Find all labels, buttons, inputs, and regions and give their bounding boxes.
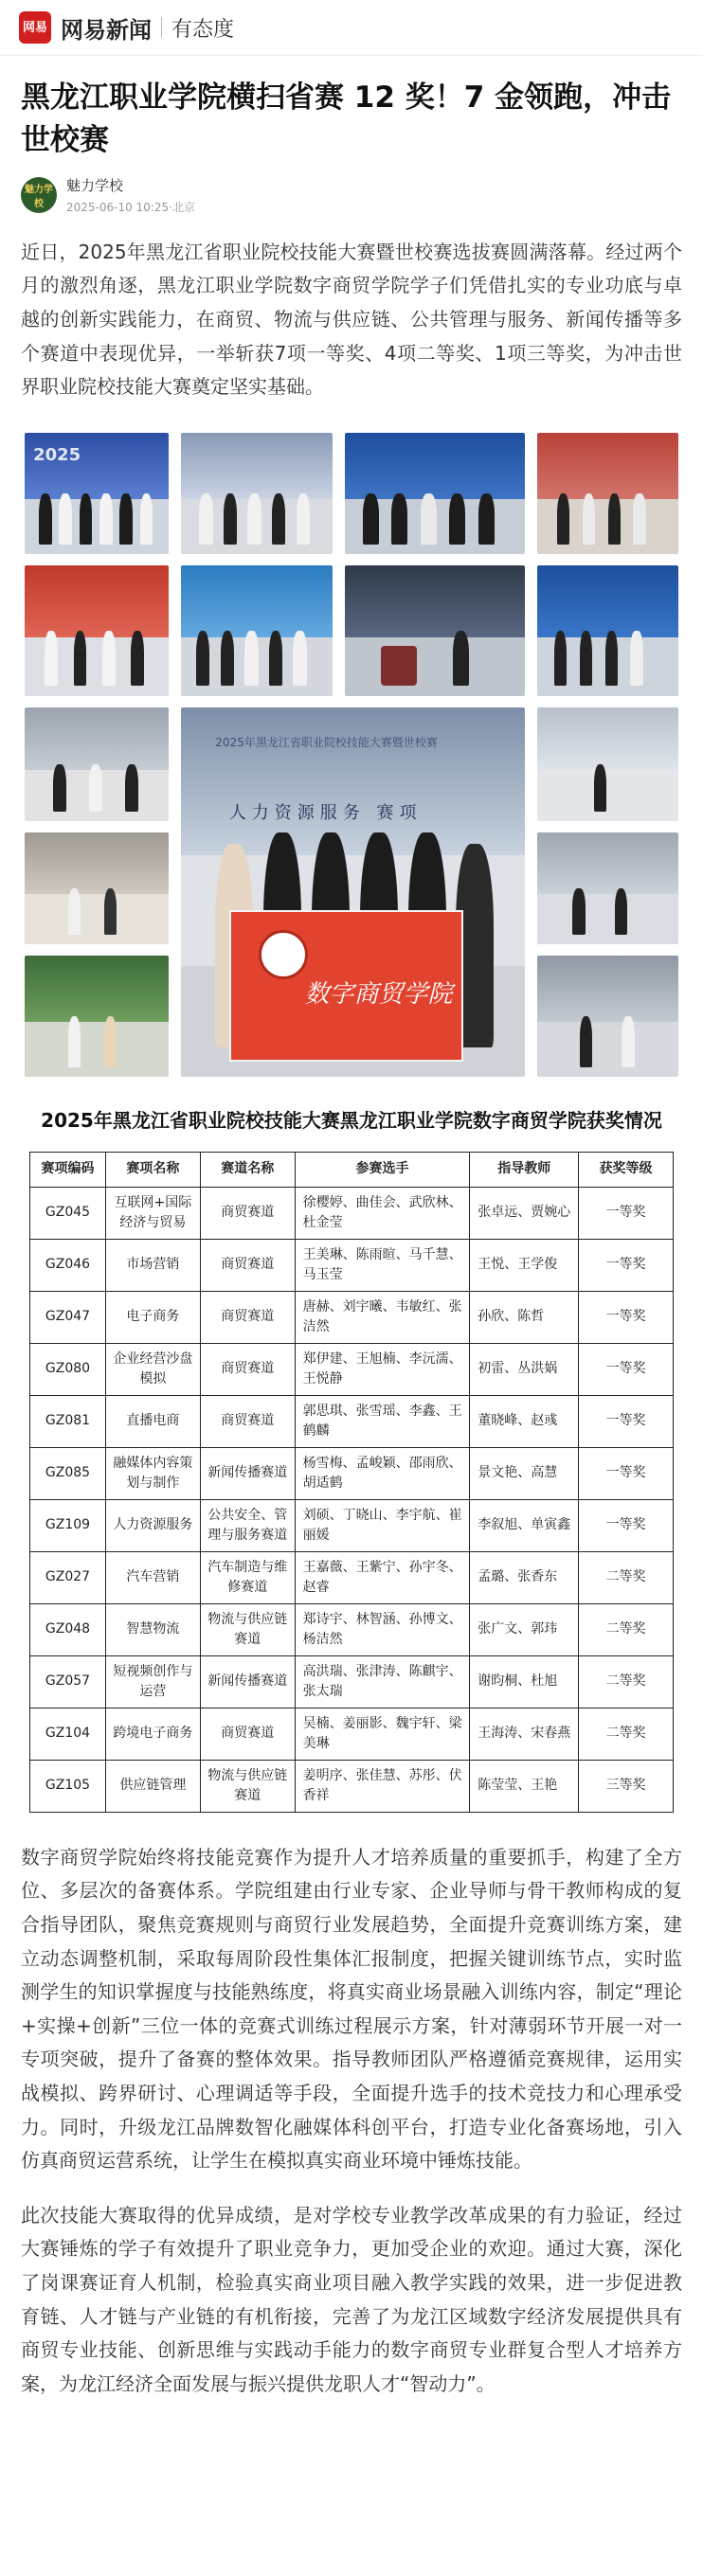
main-banner-subtitle: 2025年黑龙江省职业院校技能大赛暨世校赛 <box>215 735 438 749</box>
cell-code: GZ081 <box>30 1395 106 1447</box>
table-row <box>30 1603 674 1655</box>
cell-event: 直播电商 <box>105 1395 200 1447</box>
cell-teachers: 景文艳、高慧 <box>470 1447 579 1499</box>
photo-collage <box>25 433 678 1077</box>
table-row <box>30 1551 674 1603</box>
cell-event: 供应链管理 <box>105 1760 200 1812</box>
cell-award: 一等奖 <box>579 1395 674 1447</box>
cell-track: 物流与供应链赛道 <box>200 1760 295 1812</box>
cell-teachers: 张卓远、贾婉心 <box>470 1187 579 1239</box>
cell-event: 互联网+国际经济与贸易 <box>105 1187 200 1239</box>
cell-teachers: 董晓峰、赵彧 <box>470 1395 579 1447</box>
table-row <box>30 1655 674 1708</box>
header-contestants: 参赛选手 <box>295 1152 470 1187</box>
table-row <box>30 1708 674 1760</box>
flag-text: 数字商贸学院 <box>304 979 453 1009</box>
cell-track: 商贸赛道 <box>200 1343 295 1395</box>
cell-award: 一等奖 <box>579 1343 674 1395</box>
cell-track: 商贸赛道 <box>200 1708 295 1760</box>
cell-code: GZ048 <box>30 1603 106 1655</box>
cell-teachers: 张广文、郭玮 <box>470 1603 579 1655</box>
table-row <box>30 1343 674 1395</box>
school-emblem-icon <box>259 930 308 979</box>
cell-award: 二等奖 <box>579 1603 674 1655</box>
team-flag <box>229 910 463 1062</box>
photo-12[interactable] <box>537 707 678 821</box>
cell-track: 商贸赛道 <box>200 1239 295 1291</box>
publish-time: 2025-06-10 10:25·北京 <box>66 200 195 214</box>
brand-divider <box>161 17 162 38</box>
photo-1[interactable] <box>25 433 169 554</box>
cell-contestants: 王美琳、陈雨暄、马千慧、马玉莹 <box>295 1239 470 1291</box>
cell-event: 电子商务 <box>105 1291 200 1343</box>
photo-10[interactable] <box>25 832 169 944</box>
header-award: 获奖等级 <box>579 1152 674 1187</box>
cell-track: 商贸赛道 <box>200 1395 295 1447</box>
cell-code: GZ109 <box>30 1499 106 1551</box>
photo-13[interactable] <box>537 832 678 944</box>
cell-award: 二等奖 <box>579 1551 674 1603</box>
cell-teachers: 王悦、王学俊 <box>470 1239 579 1291</box>
cell-contestants: 郑伊建、王旭楠、李沅濡、王悦静 <box>295 1343 470 1395</box>
cell-track: 公共安全、管理与服务赛道 <box>200 1499 295 1551</box>
cell-award: 二等奖 <box>579 1708 674 1760</box>
cell-award: 一等奖 <box>579 1447 674 1499</box>
cell-event: 智慧物流 <box>105 1603 200 1655</box>
intro-paragraph: 近日，2025年黑龙江省职业院校技能大赛暨世校赛选拔赛圆满落幕。经过两个月的激烈角逐，黑龙江职业学院数字商贸学院学子们凭借扎实的专业功底与卓越的创新实践能力，在商贸、物流与供应链、公共管理与服务、新闻传播等多个赛道中表现优异，一举斩获7项一等奖、4项二等奖、1项三等奖，为冲击世界职业院校技能大赛奠定坚实基础。 <box>21 240 682 399</box>
article-title: 黑龙江职业学院横扫省赛 12 奖！7 金领跑，冲击世校赛 <box>21 80 672 157</box>
cell-code: GZ027 <box>30 1551 106 1603</box>
photo-8[interactable] <box>537 565 678 696</box>
table-row <box>30 1239 674 1291</box>
cell-award: 三等奖 <box>579 1760 674 1812</box>
netease-logo-icon[interactable]: 网易 <box>19 11 51 44</box>
cell-teachers: 李叙旭、单寅鑫 <box>470 1499 579 1551</box>
photo-7[interactable] <box>345 565 525 696</box>
cell-track: 新闻传播赛道 <box>200 1447 295 1499</box>
cell-code: GZ047 <box>30 1291 106 1343</box>
cell-event: 汽车营销 <box>105 1551 200 1603</box>
cell-code: GZ085 <box>30 1447 106 1499</box>
cell-award: 一等奖 <box>579 1187 674 1239</box>
photo-3[interactable] <box>345 433 525 554</box>
cell-track: 商贸赛道 <box>200 1187 295 1239</box>
table-row <box>30 1760 674 1812</box>
cell-teachers: 谢昀桐、杜旭 <box>470 1655 579 1708</box>
body-paragraph-2: 此次技能大赛取得的优异成绩，是对学校专业教学改革成果的有力验证，经过大赛锤炼的学子有效提升了职业竞争力，更加受企业的欢迎。通过大赛，深化了岗课赛证育人机制，检验真实商业项目融入教学实践的效果，进一步促进教育链、人才链与产业链的有机衔接，完善了为龙江区域数字经济发展提供具有商贸专业技能、创新思维与实践动手能力的数字商贸专业群复合型人才培养方案，为龙江经济全面发展与振兴提供龙职人才“智动力”。 <box>21 2203 682 2395</box>
cell-event: 跨境电子商务 <box>105 1708 200 1760</box>
cell-event: 市场营销 <box>105 1239 200 1291</box>
photo-main-team-flag[interactable] <box>181 707 525 1077</box>
header-code: 赛项编码 <box>30 1152 106 1187</box>
cell-track: 汽车制造与维修赛道 <box>200 1551 295 1603</box>
photo-4[interactable] <box>537 433 678 554</box>
brand-name[interactable]: 网易新闻 <box>61 16 152 44</box>
photo-9[interactable] <box>25 707 169 821</box>
cell-teachers: 初雷、丛洪娲 <box>470 1343 579 1395</box>
cell-award: 一等奖 <box>579 1239 674 1291</box>
cell-contestants: 徐樱婷、曲佳会、武欣林、杜金莹 <box>295 1187 470 1239</box>
cell-event: 人力资源服务 <box>105 1499 200 1551</box>
table-row <box>30 1447 674 1499</box>
cell-teachers: 孙欣、陈哲 <box>470 1291 579 1343</box>
cell-teachers: 王海涛、宋春燕 <box>470 1708 579 1760</box>
table-row <box>30 1395 674 1447</box>
cell-award: 一等奖 <box>579 1499 674 1551</box>
main-banner-title: 人力资源服务 赛项 <box>228 802 423 823</box>
cell-track: 商贸赛道 <box>200 1291 295 1343</box>
author-meta <box>66 175 195 215</box>
author-name[interactable]: 魅力学校 <box>66 176 124 194</box>
table-row <box>30 1291 674 1343</box>
cell-contestants: 姜明序、张佳慧、苏彤、伏香祥 <box>295 1760 470 1812</box>
cell-event: 短视频创作与运营 <box>105 1655 200 1708</box>
cell-track: 新闻传播赛道 <box>200 1655 295 1708</box>
table-header-row <box>30 1152 674 1187</box>
author-avatar[interactable]: 魅力学校 <box>21 177 57 213</box>
cell-contestants: 唐赫、刘宇曦、韦敏红、张洁然 <box>295 1291 470 1343</box>
cell-contestants: 王嘉薇、王紫宁、孙宇冬、赵睿 <box>295 1551 470 1603</box>
cell-contestants: 高洪瑞、张津涛、陈麒宇、张太瑞 <box>295 1655 470 1708</box>
photo-11[interactable] <box>25 956 169 1077</box>
cell-code: GZ080 <box>30 1343 106 1395</box>
cell-contestants: 郑诗宇、林智涵、孙博文、杨洁然 <box>295 1603 470 1655</box>
header-event: 赛项名称 <box>105 1152 200 1187</box>
cell-contestants: 杨雪梅、孟峻颖、邵雨欣、胡适鹤 <box>295 1447 470 1499</box>
cell-code: GZ105 <box>30 1760 106 1812</box>
photo-2[interactable] <box>181 433 333 554</box>
photo-banner-year: 2025 <box>33 444 81 465</box>
cell-event: 融媒体内容策划与制作 <box>105 1447 200 1499</box>
cell-contestants: 郭思琪、张雪瑶、李鑫、王鹤麟 <box>295 1395 470 1447</box>
brand-slogan: 有态度 <box>171 17 235 42</box>
table-title: 2025年黑龙江省职业院校技能大赛黑龙江职业学院数字商贸学院获奖情况 <box>41 1108 662 1132</box>
body-paragraph-1: 数字商贸学院始终将技能竞赛作为提升人才培养质量的重要抓手，构建了全方位、多层次的备赛体系。学院组建由行业专家、企业导师与骨干教师构成的复合指导团队，聚焦竞赛规则与商贸行业发展趋势，全面提升竞赛训练方案，建立动态调整机制，采取每周阶段性集体汇报制度，把握关键训练节点，实时监测学生的知识掌握度与技能熟练度，将真实商业场景融入训练内容，制定“理论+实操+创新”三位一体的竞赛式训练过程展示方案，针对薄弱环节开展一对一专项突破，提升了备赛的整体效果。指导教师团队严格遵循竞赛规律，运用实战模拟、跨界研讨、心理调适等手段，全面提升选手的技术竞技力和心理承受力。同时，升级龙江品牌数智化融媒体科创平台，打造专业化备赛场地，引入仿真商贸运营系统，让学生在模拟真实商业环境中锤炼技能。 <box>21 1845 682 2173</box>
cell-award: 二等奖 <box>579 1655 674 1708</box>
cell-teachers: 孟璐、张香东 <box>470 1551 579 1603</box>
cell-award: 一等奖 <box>579 1291 674 1343</box>
awards-table <box>29 1152 674 1813</box>
photo-5[interactable] <box>25 565 169 696</box>
table-row <box>30 1499 674 1551</box>
cell-code: GZ045 <box>30 1187 106 1239</box>
cell-contestants: 吴楠、姜丽影、魏宇轩、梁美琳 <box>295 1708 470 1760</box>
author-row <box>21 175 682 215</box>
table-row <box>30 1187 674 1239</box>
top-bar <box>0 0 703 56</box>
cell-teachers: 陈莹莹、王艳 <box>470 1760 579 1812</box>
cell-code: GZ057 <box>30 1655 106 1708</box>
cell-code: GZ046 <box>30 1239 106 1291</box>
cell-contestants: 刘硕、丁晓山、李宇航、崔丽媛 <box>295 1499 470 1551</box>
cell-code: GZ104 <box>30 1708 106 1760</box>
main-photo-banner <box>181 707 525 855</box>
photo-14[interactable] <box>537 956 678 1077</box>
photo-6[interactable] <box>181 565 333 696</box>
cell-event: 企业经营沙盘模拟 <box>105 1343 200 1395</box>
header-teachers: 指导教师 <box>470 1152 579 1187</box>
cell-track: 物流与供应链赛道 <box>200 1603 295 1655</box>
header-track: 赛道名称 <box>200 1152 295 1187</box>
